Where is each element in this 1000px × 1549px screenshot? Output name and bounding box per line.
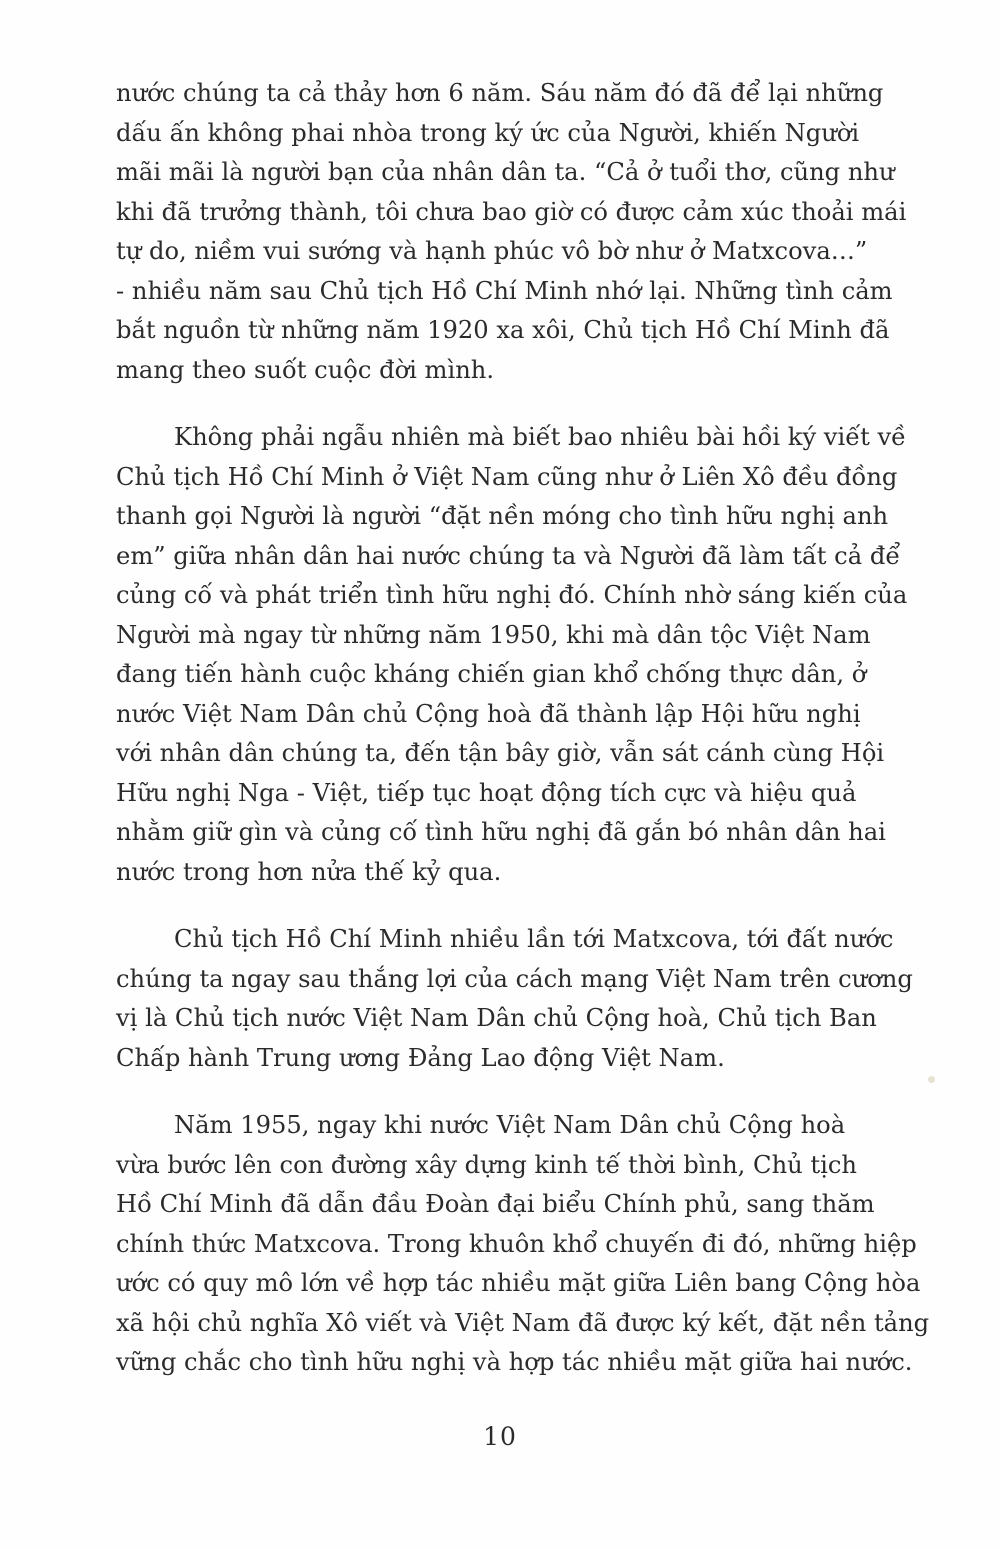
paragraph-gap — [116, 390, 962, 418]
text-line: thanh gọi Người là người “đặt nền móng cho tình hữu nghị anh — [116, 502, 889, 530]
text-line: Người mà ngay từ những năm 1950, khi mà dân tộc Việt Nam — [116, 620, 871, 649]
body-text — [116, 74, 962, 1383]
text-line: chúng ta ngay sau thắng lợi của cách mạng Việt Nam trên cương — [116, 964, 913, 993]
paper-speck — [928, 1076, 935, 1083]
text-line: vừa bước lên con đường xây dựng kinh tế thời bình, Chủ tịch — [116, 1150, 857, 1179]
text-line: nhằm giữ gìn và củng cố tình hữu nghị đã gắn bó nhân dân hai — [116, 818, 886, 846]
text-line: dấu ấn không phai nhòa trong ký ức của Người, khiến Người — [116, 118, 860, 147]
paragraph-gap — [116, 1078, 962, 1106]
text-line: với nhân dân chúng ta, đến tận bây giờ, vẫn sát cánh cùng Hội — [116, 739, 885, 767]
text-line: nước Việt Nam Dân chủ Cộng hoà đã thành lập Hội hữu nghị — [116, 699, 861, 728]
text-line: Chủ tịch Hồ Chí Minh nhiều lần tới Matxcova, tới đất nước — [174, 925, 894, 953]
text-line: em” giữa nhân dân hai nước chúng ta và Người đã làm tất cả để — [116, 541, 901, 570]
text-line: xã hội chủ nghĩa Xô viết và Việt Nam đã được ký kết, đặt nền tảng — [116, 1308, 930, 1337]
text-line: - nhiều năm sau Chủ tịch Hồ Chí Minh nhớ lại. Những tình cảm — [116, 276, 893, 305]
text-line: củng cố và phát triển tình hữu nghị đó. Chính nhờ sáng kiến của — [116, 581, 908, 609]
paragraph — [116, 418, 962, 892]
text-line: Chủ tịch Hồ Chí Minh ở Việt Nam cũng như ở Liên Xô đều đồng — [116, 462, 898, 491]
text-line: bắt nguồn từ những năm 1920 xa xôi, Chủ tịch Hồ Chí Minh đã — [116, 316, 890, 344]
text-line: Không phải ngẫu nhiên mà biết bao nhiêu bài hồi ký viết về — [174, 423, 907, 451]
paragraph — [116, 920, 962, 1078]
paragraph-gap — [116, 892, 962, 920]
text-line: ước có quy mô lớn về hợp tác nhiều mặt giữa Liên bang Cộng hòa — [116, 1269, 921, 1297]
page-number: 10 — [483, 1422, 517, 1451]
text-line: khi đã trưởng thành, tôi chưa bao giờ có được cảm xúc thoải mái — [116, 197, 907, 226]
text-line: Hồ Chí Minh đã dẫn đầu Đoàn đại biểu Chính phủ, sang thăm — [116, 1190, 875, 1218]
text-line: Năm 1955, ngay khi nước Việt Nam Dân chủ Cộng hoà — [174, 1111, 846, 1139]
text-line: nước chúng ta cả thảy hơn 6 năm. Sáu năm đó đã để lại những — [116, 79, 884, 107]
text-line: vị là Chủ tịch nước Việt Nam Dân chủ Cộng hoà, Chủ tịch Ban — [116, 1004, 877, 1032]
text-line: vững chắc cho tình hữu nghị và hợp tác nhiều mặt giữa hai nước. — [116, 1348, 913, 1376]
text-line: tự do, niềm vui sướng và hạnh phúc vô bờ như ở Matxcova…” — [116, 237, 868, 265]
text-line: đang tiến hành cuộc kháng chiến gian khổ chống thực dân, ở — [116, 660, 867, 688]
text-line: Chấp hành Trung ương Đảng Lao động Việt Nam. — [116, 1043, 725, 1072]
text-line: nước trong hơn nửa thế kỷ qua. — [116, 857, 502, 886]
text-line: mang theo suốt cuộc đời mình. — [116, 355, 495, 384]
paragraph — [116, 74, 962, 390]
text-line: Hữu nghị Nga - Việt, tiếp tục hoạt động tích cực và hiệu quả — [116, 778, 857, 807]
text-line: chính thức Matxcova. Trong khuôn khổ chuyến đi đó, những hiệp — [116, 1229, 917, 1258]
paragraph — [116, 1106, 962, 1383]
text-line: mãi mãi là người bạn của nhân dân ta. “Cả ở tuổi thơ, cũng như — [116, 158, 895, 186]
